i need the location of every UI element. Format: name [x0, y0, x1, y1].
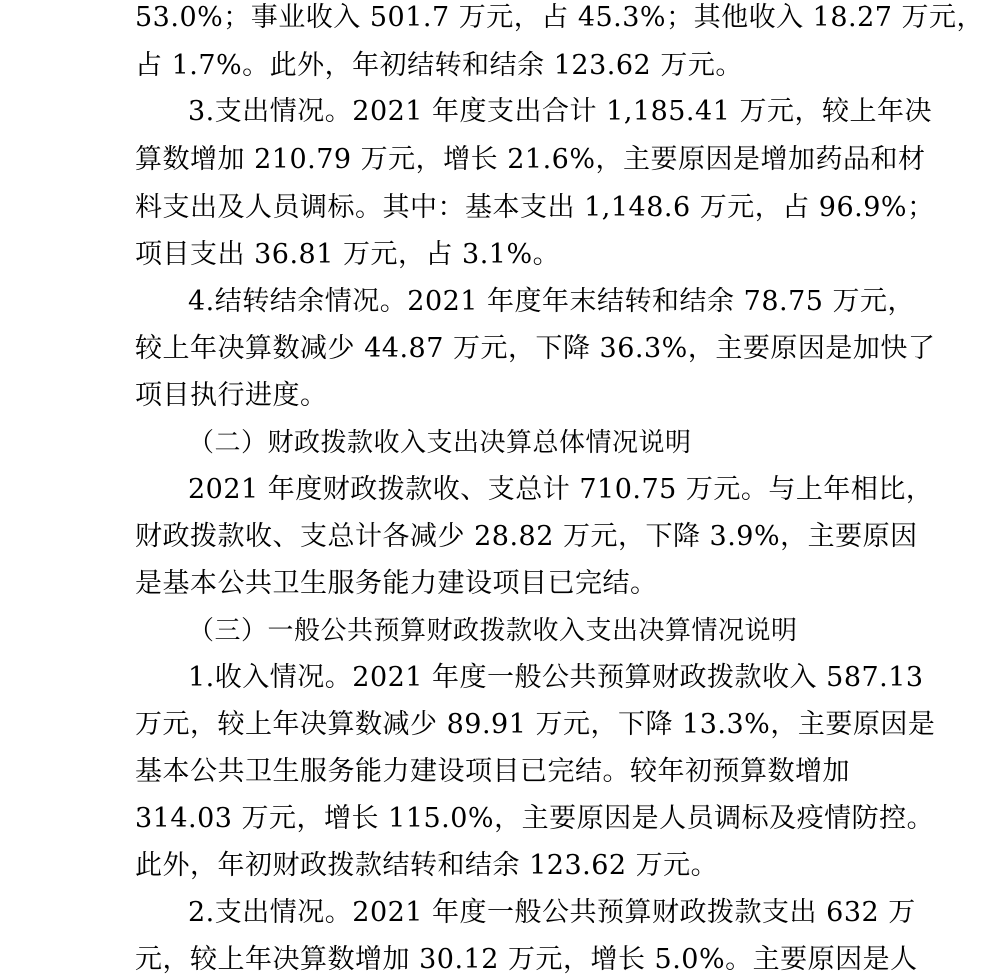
body-line-6: 项目支出 36.81 万元，占 3.1%。	[135, 239, 561, 270]
body-line-21: 元，较上年决算数增加 30.12 万元，增长 5.0%。主要原因是人	[135, 944, 918, 975]
body-line-11: 2021 年度财政拨款收、支总计 710.75 万元。与上年相比，	[188, 474, 934, 505]
body-line-12: 财政拨款收、支总计各减少 28.82 万元，下降 3.9%，主要原因	[135, 521, 918, 552]
body-line-17: 基本公共卫生服务能力建设项目已完结。较年初预算数增加	[135, 756, 850, 787]
body-line-4: 算数增加 210.79 万元，增长 21.6%，主要原因是增加药品和材	[135, 144, 926, 175]
body-line-18: 314.03 万元，增长 115.0%，主要原因是人员调标及疫情防控。	[135, 803, 935, 834]
body-line-7: 4.结转结余情况。2021 年度年末结转和结余 78.75 万元，	[188, 286, 916, 317]
section-heading-3: （三）一般公共预算财政拨款收入支出决算情况说明	[188, 616, 798, 646]
body-line-15: 1.收入情况。2021 年度一般公共预算财政拨款收入 587.13	[188, 662, 924, 693]
body-line-5: 料支出及人员调标。其中：基本支出 1,148.6 万元，占 96.9%；	[135, 192, 935, 223]
body-line-3: 3.支出情况。2021 年度支出合计 1,185.41 万元，较上年决	[188, 96, 932, 127]
body-line-8: 较上年决算数减少 44.87 万元，下降 36.3%，主要原因是加快了	[135, 333, 936, 364]
body-line-16: 万元，较上年决算数减少 89.91 万元，下降 13.3%，主要原因是	[135, 709, 936, 740]
body-line-20: 2.支出情况。2021 年度一般公共预算财政拨款支出 632 万	[188, 897, 916, 928]
body-line-1: 53.0%；事业收入 501.7 万元，占 45.3%；其他收入 18.27 万元，	[135, 2, 985, 33]
body-line-2: 占 1.7%。此外，年初结转和结余 123.62 万元。	[135, 50, 743, 81]
body-line-9: 项目执行进度。	[135, 380, 328, 411]
section-heading-2: （二）财政拨款收入支出决算总体情况说明	[188, 428, 692, 458]
body-line-13: 是基本公共卫生服务能力建设项目已完结。	[135, 568, 658, 599]
body-line-19: 此外，年初财政拨款结转和结余 123.62 万元。	[135, 850, 719, 881]
